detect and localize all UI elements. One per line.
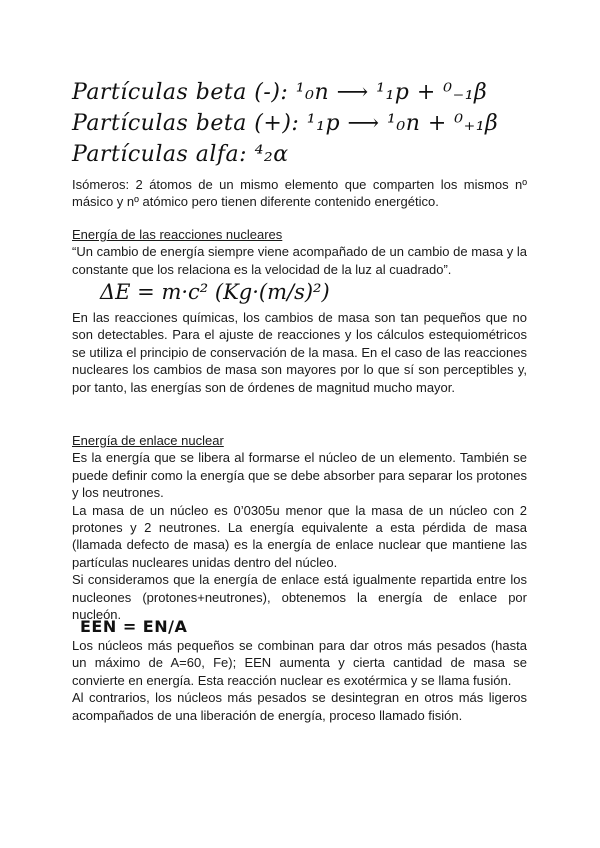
een-formula: EEN = EN/A [80,617,188,636]
fusion-paragraph: Los núcleos más pequeños se combinan para dar otros más pesados (hasta un máximo de A=60, Fe); EEN aumenta y cierta cantidad de masa se convierte en energía. Esta reacción nuclear es exotérmica y se llama fusión. [72,638,527,688]
handwritten-beta-minus: Partículas beta (-): ¹₀n ⟶ ¹₁p + ⁰₋₁β [72,80,488,105]
einstein-formula: ΔE = m·c² (Kg·(m/s)²) [100,280,330,304]
fusion-fision-section [72,637,527,724]
energia-reacciones-section [72,226,527,278]
reacciones-quimicas-paragraph: En las reacciones químicas, los cambios de masa son tan pequeños que no son detectables. Para el ajuste de reacciones y los cálculos estequiométricos se utiliza el principio de conservación de la masa. En el caso de las reacciones nucleares los cambios de masa son mayores por lo que sí son perceptibles y, por tanto, las energías son de órdenes de magnitud mucho mayor. [72,310,527,395]
enlace-nuclear-definition: Es la energía que se libera al formarse el núcleo de un elemento. También se puede definir como la energía que se debe absorber para separar los protones y los neutrones. [72,450,527,501]
enlace-nuclear-heading: Energía de enlace nuclear [72,433,224,448]
enlace-nuclear-section [72,432,527,623]
defecto-masa-paragraph: La masa de un núcleo es 0’0305u menor que la masa de un núcleo con 2 protones y 2 neutrones. La energía equivalente a esta pérdida de masa (llamada defecto de masa) es la energía de enlace nuclear que mantiene las partículas nucleares unidas dentro del núcleo. [72,502,527,570]
handwritten-beta-plus: Partículas beta (+): ¹₁p ⟶ ¹₀n + ⁰₊₁β [72,111,499,136]
handwritten-alpha: Partículas alfa: ⁴₂α [72,142,289,167]
energia-reacciones-heading: Energía de las reacciones nucleares [72,227,283,242]
isomeros-paragraph: Isómeros: 2 átomos de un mismo elemento que comparten los mismos nº másico y nº atómico pero tienen diferente contenido energético. [72,177,527,210]
fision-paragraph: Al contrarios, los núcleos más pesados se desintegran en otros más ligeros acompañados de una liberación de energía, proceso llamado fisión. [72,690,527,723]
energia-por-nucleon-paragraph: Si consideramos que la energía de enlace está igualmente repartida entre los nucleones (protones+neutrones), obtenemos la energía de enlace por nucleón. [72,572,527,623]
energia-quote: “Un cambio de energía siempre viene acompañado de un cambio de masa y la constante que los relaciona es la velocidad de la luz al cuadrado”. [72,244,527,277]
